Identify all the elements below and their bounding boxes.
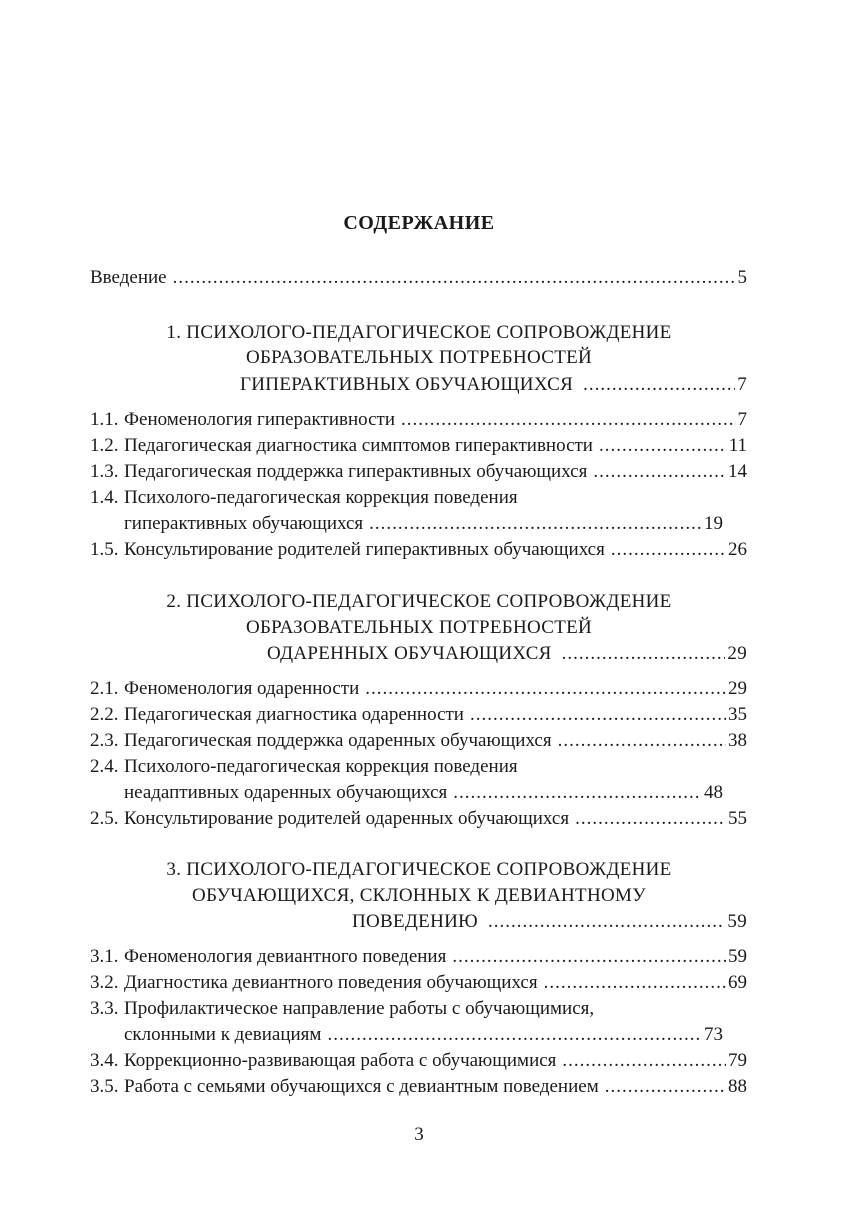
toc-entry-page: 29	[728, 678, 747, 699]
toc-entry-2-3[interactable]	[90, 729, 747, 753]
toc-entry-1-4-continued[interactable]	[124, 512, 723, 536]
section-3-heading-line-2: ОБУЧАЮЩИХСЯ, СКЛОННЫХ К ДЕВИАНТНОМУ	[192, 885, 646, 906]
toc-entry-text: склонными к девиациям	[124, 1024, 322, 1045]
toc-entry-3-4[interactable]	[90, 1049, 747, 1073]
page-number: 3	[414, 1124, 424, 1145]
toc-entry-number: 3.2.	[90, 972, 119, 993]
dot-leader	[327, 1023, 702, 1047]
toc-entry-text: гиперактивных обучающихся	[124, 513, 364, 534]
section-1-heading-line-1: 1. ПСИХОЛОГО-ПЕДАГОГИЧЕСКОЕ СОПРОВОЖДЕНИЕ	[166, 322, 672, 343]
toc-entry-text: Психолого-педагогическая коррекция поведения	[124, 487, 518, 508]
toc-entry-2-4[interactable]	[90, 755, 747, 779]
dot-leader	[401, 408, 735, 432]
toc-entry-section-1[interactable]	[240, 373, 747, 397]
toc-entry-page: 69	[728, 972, 747, 993]
dot-leader	[365, 677, 726, 701]
toc-entry-text: Психолого-педагогическая коррекция поведения	[124, 756, 518, 777]
toc-entry-number: 1.5.	[90, 539, 119, 560]
toc-entry-number: 2.2.	[90, 704, 119, 725]
dot-leader	[544, 971, 726, 995]
toc-entry-page: 11	[728, 435, 747, 456]
toc-entry-page: 19	[704, 513, 723, 534]
toc-entry-number: 1.1.	[90, 409, 119, 430]
section-2-page: 29	[727, 643, 747, 664]
dot-leader	[599, 434, 727, 458]
toc-entry-number: 3.4.	[90, 1050, 119, 1071]
toc-entry-number: 2.1.	[90, 678, 119, 699]
section-1-page: 7	[737, 374, 747, 395]
dot-leader	[605, 1075, 726, 1099]
section-3-heading-line-3: ПОВЕДЕНИЮ	[352, 911, 478, 932]
dot-leader	[470, 703, 726, 727]
toc-entry-number: 1.2.	[90, 435, 119, 456]
section-2-heading-line-1: 2. ПСИХОЛОГО-ПЕДАГОГИЧЕСКОЕ СОПРОВОЖДЕНИЕ	[166, 591, 672, 612]
section-3-heading-line-1: 3. ПСИХОЛОГО-ПЕДАГОГИЧЕСКОЕ СОПРОВОЖДЕНИЕ	[166, 859, 672, 880]
toc-entry-1-4[interactable]	[90, 486, 747, 510]
toc-entry-3-3[interactable]	[90, 997, 747, 1021]
section-2-heading-line-2: ОБРАЗОВАТЕЛЬНЫХ ПОТРЕБНОСТЕЙ	[245, 617, 593, 638]
toc-entry-3-3-continued[interactable]	[124, 1023, 723, 1047]
toc-entry-page: 35	[728, 704, 747, 725]
toc-entry-text: Консультирование родителей гиперактивных обучающихся	[124, 539, 605, 560]
dot-leader	[593, 460, 726, 484]
toc-entry-page: 59	[728, 946, 747, 967]
toc-entry-page: 73	[704, 1024, 723, 1045]
toc-entry-number: 2.5.	[90, 808, 119, 829]
toc-entry-intro[interactable]	[90, 266, 747, 290]
toc-entry-number: 3.5.	[90, 1076, 119, 1097]
toc-entry-text: Коррекционно-развивающая работа с обучающимися	[124, 1050, 557, 1071]
toc-entry-page: 38	[728, 730, 747, 751]
dot-leader	[452, 945, 726, 969]
toc-entry-2-5[interactable]	[90, 807, 747, 831]
toc-entry-section-2[interactable]	[267, 642, 747, 666]
toc-entry-page: 5	[737, 267, 747, 288]
dot-leader	[453, 781, 702, 805]
toc-entry-text: неадаптивных одаренных обучающихся	[124, 782, 448, 803]
toc-entry-3-5[interactable]	[90, 1075, 747, 1099]
toc-entry-1-3[interactable]	[90, 460, 747, 484]
toc-entry-text: Работа с семьями обучающихся с девиантным поведением	[124, 1076, 599, 1097]
toc-entry-text: Профилактическое направление работы с обучающимися,	[124, 998, 595, 1019]
dot-leader	[558, 729, 726, 753]
toc-entry-page: 26	[728, 539, 747, 560]
toc-entry-text: Педагогическая поддержка одаренных обучающихся	[124, 730, 552, 751]
toc-entry-1-2[interactable]	[90, 434, 747, 458]
section-1-heading-line-2: ОБРАЗОВАТЕЛЬНЫХ ПОТРЕБНОСТЕЙ	[245, 347, 593, 368]
toc-entry-3-2[interactable]	[90, 971, 747, 995]
dot-leader	[369, 512, 702, 536]
toc-entry-text: Консультирование родителей одаренных обучающихся	[124, 808, 570, 829]
toc-entry-number: 2.4.	[90, 756, 119, 777]
toc-entry-page: 7	[737, 409, 747, 430]
toc-entry-text: Феноменология одаренности	[124, 678, 360, 699]
toc-entry-text: Педагогическая диагностика симптомов гиперактивности	[124, 435, 593, 456]
toc-entry-1-5[interactable]	[90, 538, 747, 562]
section-1-heading-line-3: ГИПЕРАКТИВНЫХ ОБУЧАЮЩИХСЯ	[240, 374, 574, 395]
dot-leader	[562, 1049, 726, 1073]
dot-leader	[488, 910, 725, 934]
toc-entry-2-2[interactable]	[90, 703, 747, 727]
toc-entry-page: 48	[704, 782, 723, 803]
toc-entry-text: Педагогическая поддержка гиперактивных обучающихся	[124, 461, 588, 482]
toc-entry-2-4-continued[interactable]	[124, 781, 723, 805]
toc-entry-text: Феноменология гиперактивности	[124, 409, 396, 430]
dot-leader	[173, 266, 736, 290]
section-2-heading-line-3: ОДАРЕННЫХ ОБУЧАЮЩИХСЯ	[267, 643, 552, 664]
toc-entry-page: 88	[728, 1076, 747, 1097]
toc-entry-text: Педагогическая диагностика одаренности	[124, 704, 464, 725]
toc-entry-page: 14	[728, 461, 747, 482]
toc-entry-2-1[interactable]	[90, 677, 747, 701]
toc-entry-number: 1.4.	[90, 487, 119, 508]
page-title: СОДЕРЖАНИЕ	[343, 212, 495, 234]
toc-entry-number: 1.3.	[90, 461, 119, 482]
toc-entry-page: 79	[728, 1050, 747, 1071]
dot-leader	[562, 642, 726, 666]
toc-entry-number: 3.1.	[90, 946, 119, 967]
dot-leader	[575, 807, 726, 831]
toc-entry-number: 2.3.	[90, 730, 119, 751]
toc-entry-section-3[interactable]	[352, 910, 747, 934]
toc-entry-3-1[interactable]	[90, 945, 747, 969]
dot-leader	[611, 538, 726, 562]
toc-entry-text: Феноменология девиантного поведения	[124, 946, 447, 967]
toc-entry-text: Диагностика девиантного поведения обучающихся	[124, 972, 538, 993]
section-3-page: 59	[727, 911, 747, 932]
dot-leader	[583, 373, 735, 397]
toc-entry-number: 3.3.	[90, 998, 119, 1019]
toc-entry-text: Введение	[90, 267, 167, 288]
toc-entry-1-1[interactable]	[90, 408, 747, 432]
toc-entry-page: 55	[728, 808, 747, 829]
